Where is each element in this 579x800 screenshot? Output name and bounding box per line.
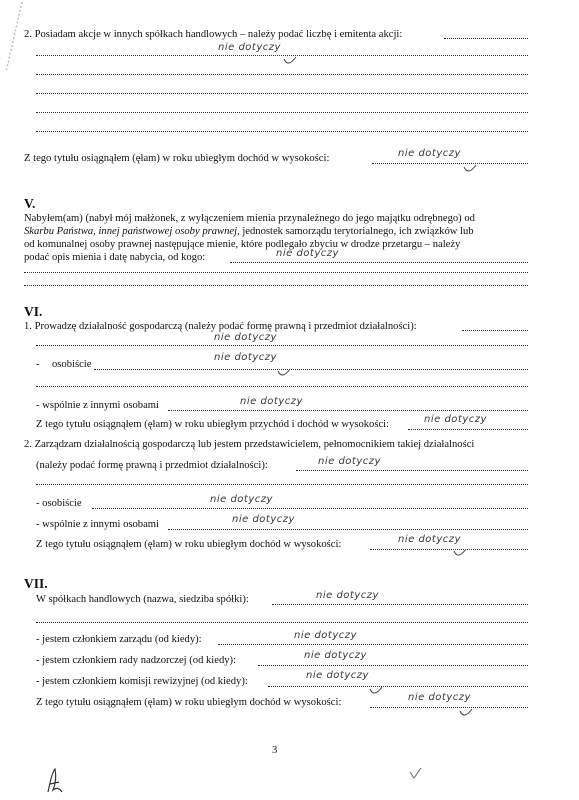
section7-board-answer: nie dotyczy <box>294 630 357 641</box>
section7-audit-answer: nie dotyczy <box>306 670 369 681</box>
section5-line1: Nabyłem(am) (nabył mój małżonek, z wyłączeniem mienia przynależnego do jego majątku odrębnego) od <box>24 213 475 224</box>
section5-line2 <box>24 225 474 238</box>
answer-line <box>268 686 528 687</box>
section6-jointly-label: - wspólnie z innymi osobami <box>36 400 159 411</box>
section4-item2-answer: nie dotyczy <box>218 42 281 53</box>
answer-line <box>168 529 528 530</box>
answer-line <box>168 410 528 411</box>
section6-item1: 1. Prowadzę działalność gospodarczą (należy podać formę prawną i przedmiot działalności): <box>24 321 417 332</box>
answer-line <box>258 665 528 666</box>
section7-companies-text: W spółkach handlowych (nazwa, siedziba spółki): <box>36 594 249 605</box>
section6-income2-answer: nie dotyczy <box>398 534 461 545</box>
answer-line <box>462 330 528 331</box>
section7-heading: VII. <box>24 576 48 591</box>
answer-line <box>36 345 528 346</box>
section7-audit-text: - jestem członkiem komisji rewizyjnej (od kiedy): <box>36 676 248 687</box>
section7-board-text: - jestem członkiem zarządu (od kiedy): <box>36 634 202 645</box>
section5-line3: od komunalnej osoby prawnej następujące mienie, które podlegało zbyciu w drodze przetargu – należy <box>24 239 461 250</box>
page-number: 3 <box>272 745 278 756</box>
answer-line <box>230 262 528 263</box>
section5-line2-rest: jednostek samorządu terytorialnego, ich związków lub <box>242 226 474 237</box>
handwritten-tick-icon <box>282 56 298 68</box>
handwritten-tick-icon <box>462 164 478 176</box>
section6-heading: VI. <box>24 304 43 319</box>
answer-line <box>24 272 528 273</box>
section6-personally2-label: - osobiście <box>36 498 82 509</box>
answer-line <box>36 112 528 113</box>
section6-income1-answer: nie dotyczy <box>424 414 487 425</box>
answer-line <box>370 549 528 550</box>
section7-income-text: Z tego tytułu osiągnąłem (ęłam) w roku ubiegłym dochód w wysokości: <box>36 697 342 708</box>
answer-line <box>272 604 528 605</box>
answer-line <box>372 163 528 164</box>
answer-line <box>218 644 528 645</box>
section6-personally-label: osobiście <box>52 359 92 370</box>
answer-line <box>36 622 528 623</box>
section5-heading: V. <box>24 196 36 211</box>
section5-answer: nie dotyczy <box>276 248 339 259</box>
handwritten-tick-icon <box>276 368 292 380</box>
section7-supervisory-answer: nie dotyczy <box>304 650 367 661</box>
section6-income1-text: Z tego tytułu osiągnąłem (ęłam) w roku ubiegłym przychód i dochód w wysokości: <box>36 419 390 430</box>
handwritten-tick-icon <box>368 686 384 698</box>
answer-line <box>36 93 528 94</box>
answer-line <box>444 38 528 39</box>
check-mark-icon <box>408 766 424 780</box>
handwritten-tick-icon <box>452 548 468 560</box>
handwritten-tick-icon <box>458 708 474 720</box>
section6-jointly2-answer: nie dotyczy <box>232 514 295 525</box>
answer-line <box>296 470 528 471</box>
section4-income-answer: nie dotyczy <box>398 148 461 159</box>
answer-line <box>24 285 528 286</box>
section6-jointly2-label: - wspólnie z innymi osobami <box>36 519 159 530</box>
section6-jointly-answer: nie dotyczy <box>240 396 303 407</box>
section6-item1-answer: nie dotyczy <box>214 332 277 343</box>
section7-income-answer: nie dotyczy <box>408 692 471 703</box>
answer-line <box>36 386 528 387</box>
section4-item2-text: 2. Posiadam akcje w innych spółkach handlowych – należy podać liczbę i emitenta akcji: <box>24 29 403 40</box>
section6-personally-answer: nie dotyczy <box>214 352 277 363</box>
section7-companies-answer: nie dotyczy <box>316 590 379 601</box>
handwritten-initials-icon <box>44 766 66 796</box>
answer-line <box>408 429 528 430</box>
section5-line2-italic: Skarbu Państwa, innej państwowej osoby prawnej, <box>24 226 240 237</box>
section5-line4: podać opis mienia i datę nabycia, od kogo: <box>24 252 206 263</box>
section6-item2-answer: nie dotyczy <box>318 456 381 467</box>
answer-line <box>92 508 528 509</box>
answer-line <box>94 369 528 370</box>
answer-line <box>370 707 528 708</box>
section6-item2-line2: (należy podać formę prawną i przedmiot działalności): <box>36 460 268 471</box>
section6-item2-line1: 2. Zarządzam działalnością gospodarczą lub jestem przedstawicielem, pełnomocnikiem takiej działalności <box>24 439 475 450</box>
section6-personally-bullet: - <box>36 359 40 370</box>
answer-line <box>36 74 528 75</box>
answer-line <box>36 484 528 485</box>
section4-income-text: Z tego tytułu osiągnąłem (ęłam) w roku ubiegłym dochód w wysokości: <box>24 153 330 164</box>
scan-artifact-mark <box>2 0 24 74</box>
answer-line <box>36 131 528 132</box>
section6-income2-text: Z tego tytułu osiągnąłem (ęłam) w roku ubiegłym dochód w wysokości: <box>36 539 342 550</box>
section6-personally2-answer: nie dotyczy <box>210 494 273 505</box>
section7-supervisory-text: - jestem członkiem rady nadzorczej (od kiedy): <box>36 655 237 666</box>
